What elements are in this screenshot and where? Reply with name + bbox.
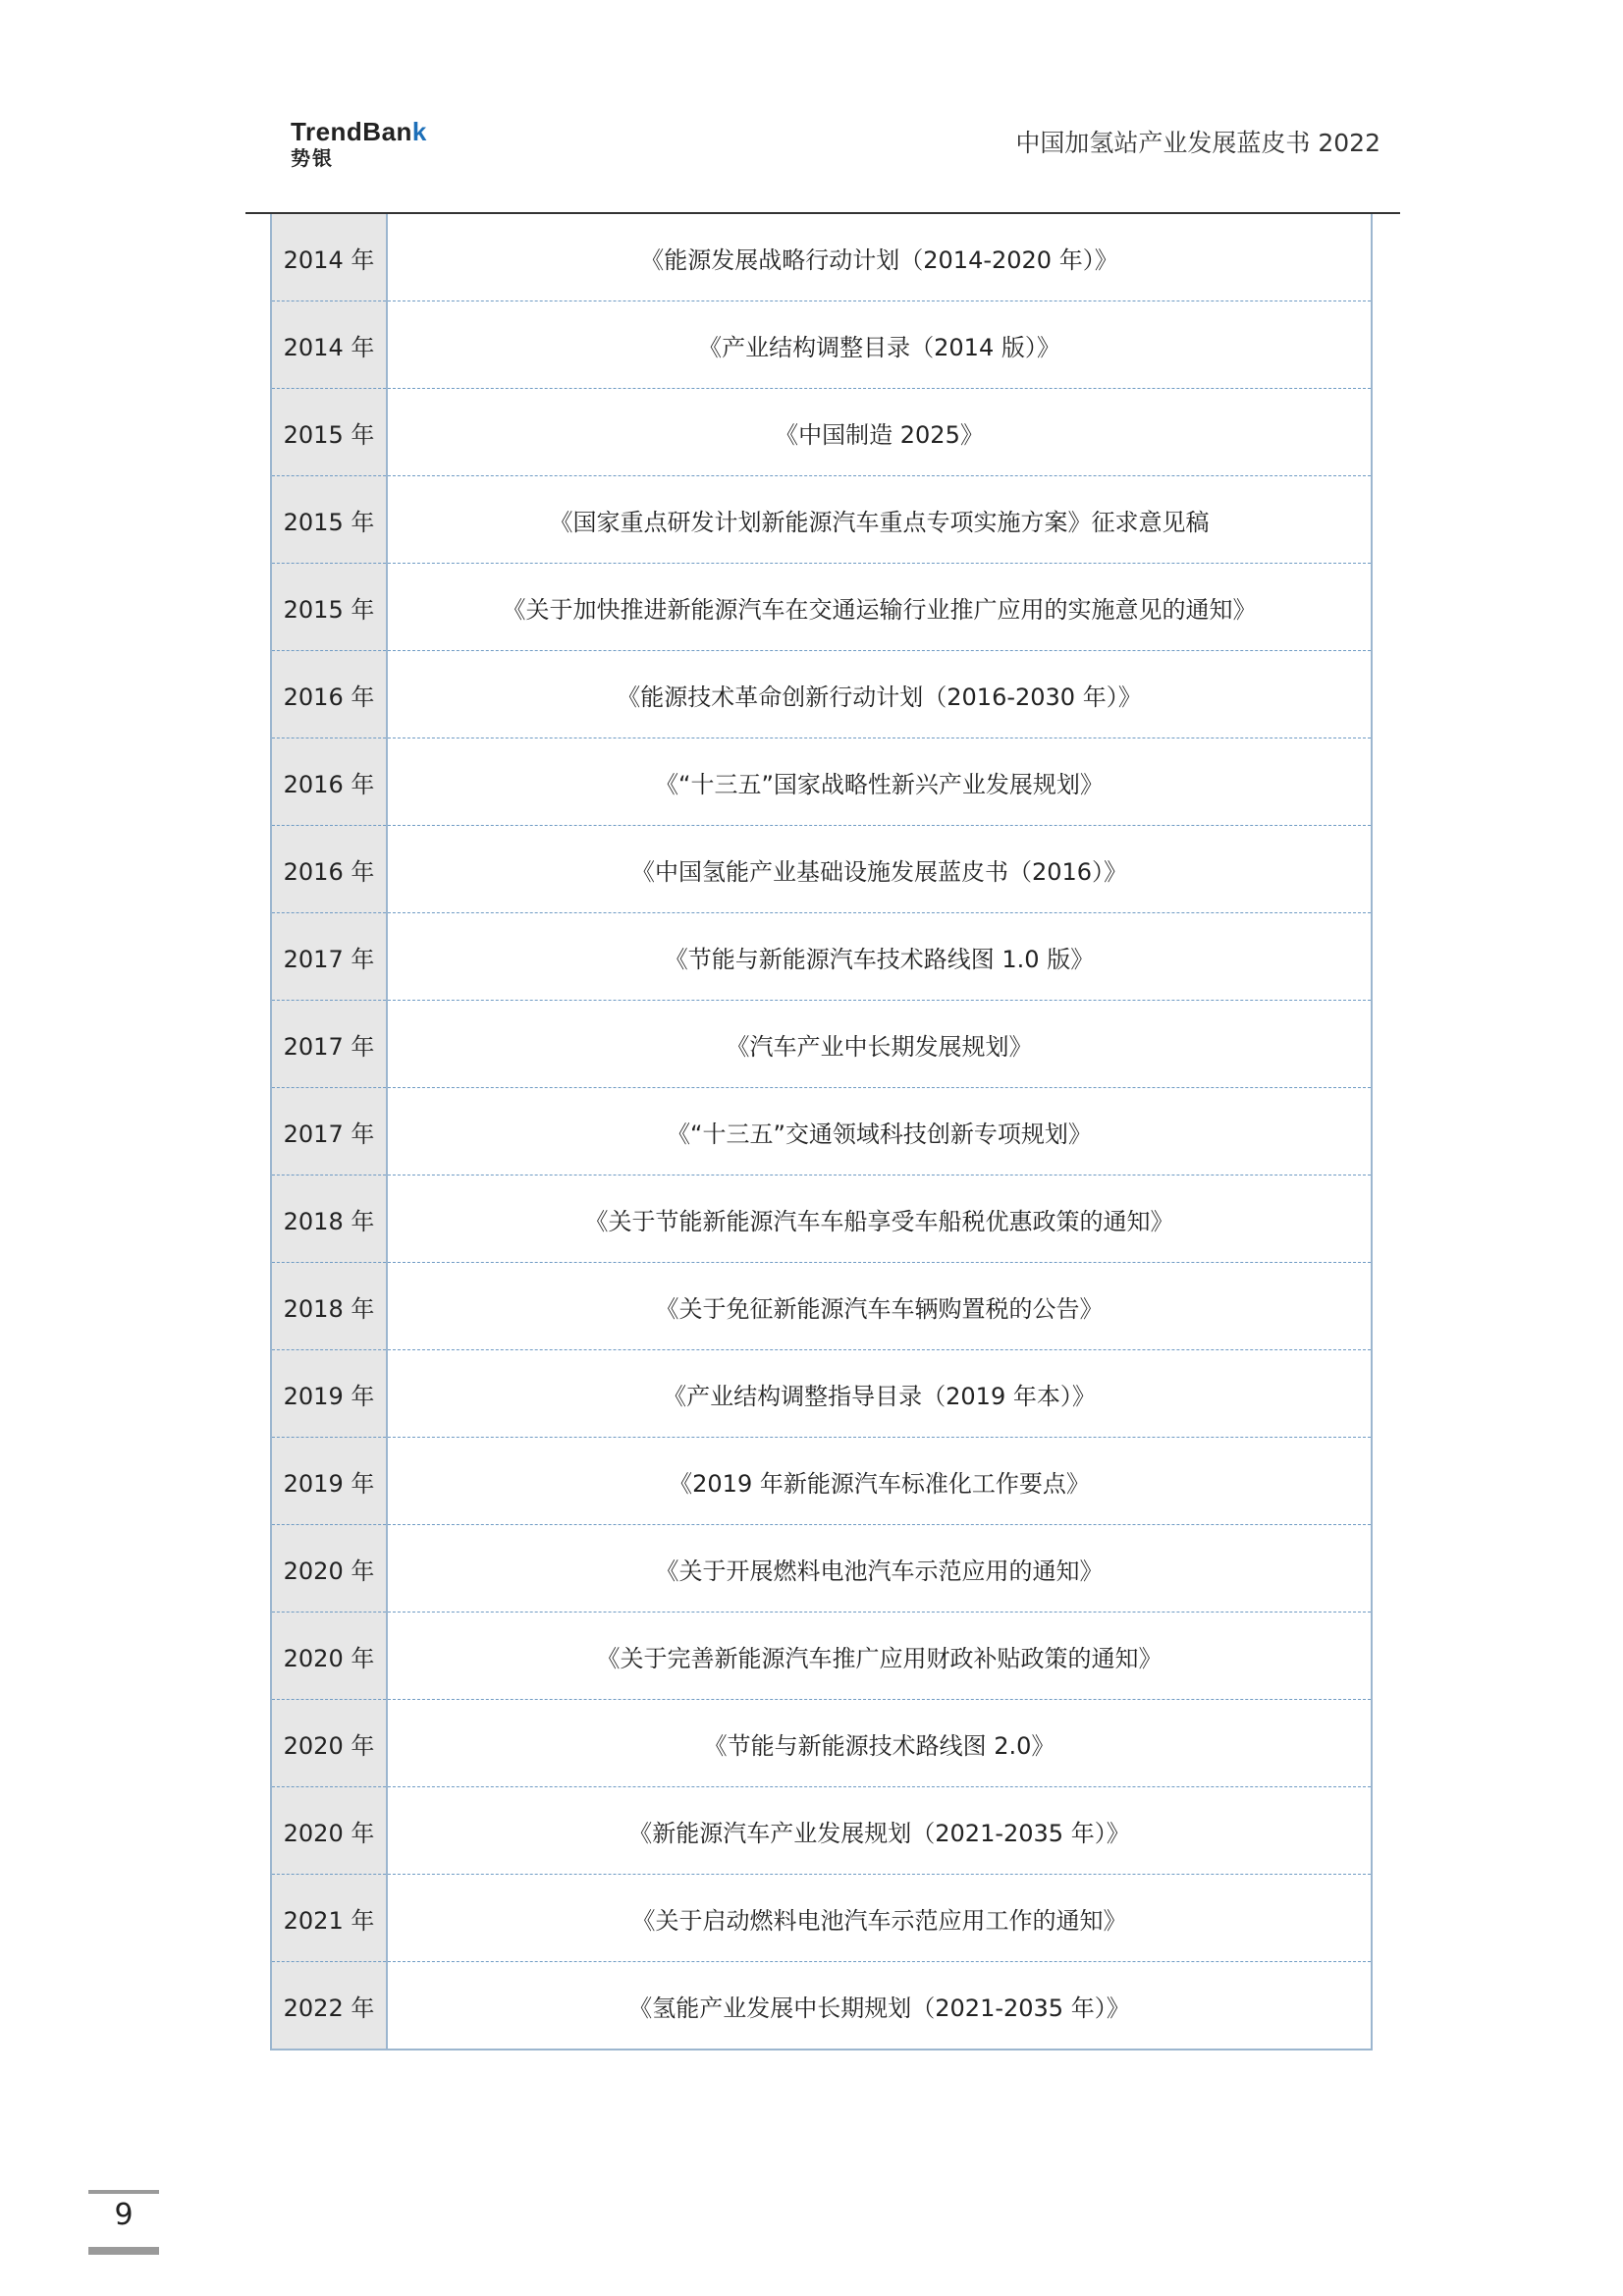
policy-name-cell: 《国家重点研发计划新能源汽车重点专项实施方案》征求意见稿 [387, 476, 1372, 564]
policy-table [270, 214, 1373, 2050]
table-row [271, 301, 1372, 389]
policy-name-cell: 《关于节能新能源汽车车船享受车船税优惠政策的通知》 [387, 1175, 1372, 1263]
page-number-top-bar [88, 2190, 159, 2194]
table-row [271, 913, 1372, 1001]
table-row [271, 1700, 1372, 1787]
policy-name-cell: 《能源发展战略行动计划（2014-2020 年）》 [387, 214, 1372, 301]
table-row [271, 1962, 1372, 2050]
year-cell: 2020 年 [271, 1525, 387, 1613]
policy-name-cell: 《关于开展燃料电池汽车示范应用的通知》 [387, 1525, 1372, 1613]
table-row [271, 738, 1372, 826]
year-cell: 2016 年 [271, 651, 387, 738]
policy-name-cell: 《产业结构调整指导目录（2019 年本）》 [387, 1350, 1372, 1438]
policy-name-cell: 《关于免征新能源汽车车辆购置税的公告》 [387, 1263, 1372, 1350]
policy-name-cell: 《关于完善新能源汽车推广应用财政补贴政策的通知》 [387, 1613, 1372, 1700]
policy-table-body [271, 214, 1372, 2050]
policy-name-cell: 《关于加快推进新能源汽车在交通运输行业推广应用的实施意见的通知》 [387, 564, 1372, 651]
year-cell: 2018 年 [271, 1263, 387, 1350]
year-cell: 2017 年 [271, 1001, 387, 1088]
policy-name-cell: 《“十三五”交通领域科技创新专项规划》 [387, 1088, 1372, 1175]
table-row [271, 1001, 1372, 1088]
page-number-bottom-bar [88, 2247, 159, 2255]
policy-name-cell: 《关于启动燃料电池汽车示范应用工作的通知》 [387, 1875, 1372, 1962]
policy-name-cell: 《能源技术革命创新行动计划（2016-2030 年）》 [387, 651, 1372, 738]
table-row [271, 1350, 1372, 1438]
year-cell: 2019 年 [271, 1438, 387, 1525]
table-row [271, 826, 1372, 913]
logo-wordmark-main: TrendBan [291, 117, 412, 146]
year-cell: 2019 年 [271, 1350, 387, 1438]
policy-name-cell: 《汽车产业中长期发展规划》 [387, 1001, 1372, 1088]
year-cell: 2021 年 [271, 1875, 387, 1962]
table-row [271, 1875, 1372, 1962]
policy-name-cell: 《“十三五”国家战略性新兴产业发展规划》 [387, 738, 1372, 826]
year-cell: 2015 年 [271, 389, 387, 476]
table-row [271, 1438, 1372, 1525]
table-row [271, 389, 1372, 476]
page-number: 9 [114, 2198, 134, 2232]
table-row [271, 1613, 1372, 1700]
table-row [271, 476, 1372, 564]
policy-name-cell: 《节能与新能源汽车技术路线图 1.0 版》 [387, 913, 1372, 1001]
year-cell: 2020 年 [271, 1700, 387, 1787]
policy-name-cell: 《2019 年新能源汽车标准化工作要点》 [387, 1438, 1372, 1525]
year-cell: 2017 年 [271, 1088, 387, 1175]
year-cell: 2022 年 [271, 1962, 387, 2050]
table-row [271, 1525, 1372, 1613]
logo-wordmark-accent: k [411, 117, 427, 146]
table-row [271, 651, 1372, 738]
year-cell: 2014 年 [271, 301, 387, 389]
year-cell: 2015 年 [271, 564, 387, 651]
table-row [271, 214, 1372, 301]
policy-name-cell: 《氢能产业发展中长期规划（2021-2035 年）》 [387, 1962, 1372, 2050]
trendbank-logo [291, 118, 427, 171]
table-row [271, 1175, 1372, 1263]
year-cell: 2016 年 [271, 738, 387, 826]
table-row [271, 564, 1372, 651]
year-cell: 2017 年 [271, 913, 387, 1001]
policy-name-cell: 《中国制造 2025》 [387, 389, 1372, 476]
logo-chinese: 势银 [291, 146, 334, 170]
table-row [271, 1787, 1372, 1875]
year-cell: 2018 年 [271, 1175, 387, 1263]
policy-name-cell: 《新能源汽车产业发展规划（2021-2035 年）》 [387, 1787, 1372, 1875]
document-title: 中国加氢站产业发展蓝皮书 2022 [1015, 129, 1380, 157]
logo-wordmark [291, 118, 427, 145]
year-cell: 2020 年 [271, 1613, 387, 1700]
year-cell: 2014 年 [271, 214, 387, 301]
policy-name-cell: 《中国氢能产业基础设施发展蓝皮书（2016）》 [387, 826, 1372, 913]
table-row [271, 1263, 1372, 1350]
year-cell: 2016 年 [271, 826, 387, 913]
policy-name-cell: 《产业结构调整目录（2014 版）》 [387, 301, 1372, 389]
year-cell: 2015 年 [271, 476, 387, 564]
year-cell: 2020 年 [271, 1787, 387, 1875]
table-row [271, 1088, 1372, 1175]
policy-name-cell: 《节能与新能源技术路线图 2.0》 [387, 1700, 1372, 1787]
